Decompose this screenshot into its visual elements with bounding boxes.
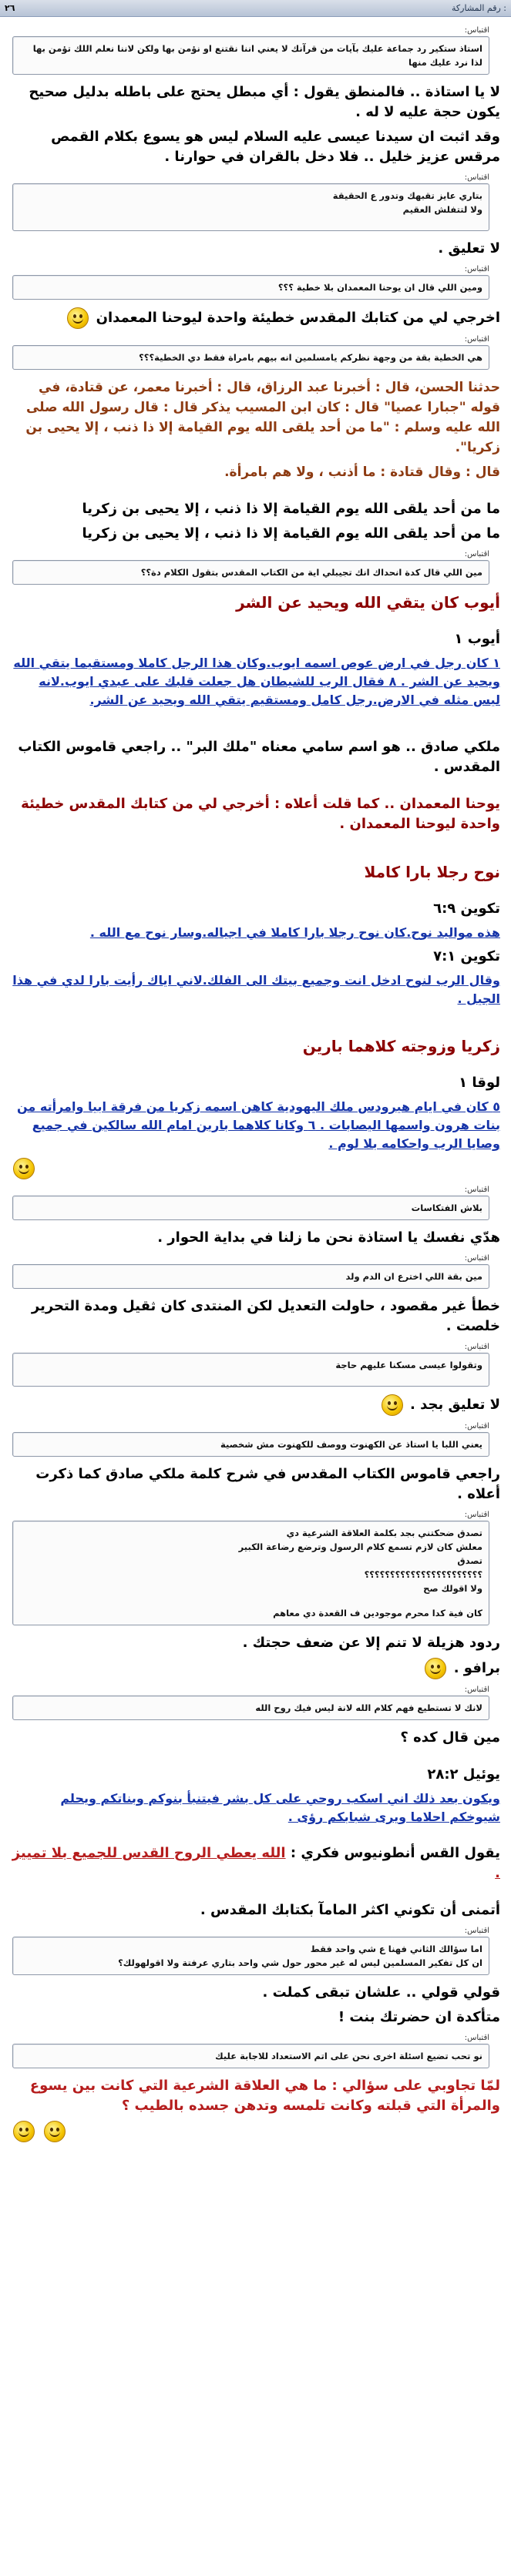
quote-block <box>12 550 489 585</box>
verse-text: ١ كان رجل في ارض عوص اسمه ايوب.وكان هذا الرجل كاملا ومستقيما يتقي الله ويحيد عن الشر . ٨ فقال الرب للشيطان هل جعلت قلبك على عبدي ايوب.لانه ليس مثله في الارض.رجل كامل ومستقيم يتقي الله ويحيد عن الشر. <box>13 656 500 707</box>
clapping-smiley-icon <box>425 1658 446 1679</box>
quote-label: اقتباس: <box>464 173 489 182</box>
section-heading: نوح رجلا بارا كاملا <box>364 863 500 881</box>
quote-line: ولا لتتفلش العقيم <box>402 204 482 215</box>
reply-text: أتمنى أن تكوني اكثر المامآ بكتابك المقدس . <box>200 1902 500 1918</box>
hadith-line: ما من أحد يلقى الله يوم القيامة إلا ذا ذنب ، إلا يحيى بن زكريا <box>82 525 500 542</box>
quote-line: ؟؟؟؟؟؟؟؟؟؟؟؟؟؟؟؟؟؟؟؟؟؟؟ <box>364 1569 482 1580</box>
reply-text: مين قال كده ؟ <box>400 1729 500 1746</box>
reply-text <box>11 307 500 329</box>
quote-block <box>12 2034 489 2068</box>
laughing-smiley-icon <box>382 1394 403 1416</box>
quote-block <box>12 1685 489 1720</box>
reply-text: خطأ غير مقصود ، حاولت التعديل لكن المنتدى كان ثقيل ومدة التحرير خلصت . <box>31 1298 500 1334</box>
reply-text: هدّي نفسك يا استاذة نحن ما زلنا في بداية الحوار . <box>157 1229 500 1246</box>
quote-line: معلش كان لازم تسمع كلام الرسول وترضع رضاعة الكبير <box>238 1541 482 1552</box>
quote-text: ومين اللي قال ان يوحنا المعمدان بلا خطية ؟؟؟ <box>12 275 489 300</box>
smiley-icon <box>67 307 89 329</box>
post-body <box>0 26 511 2142</box>
quote-text: بلاش الفتكاسات <box>12 1196 489 1220</box>
quote-label: اقتباس: <box>464 550 489 558</box>
quote-block <box>12 26 489 75</box>
reply-sentence: برافو . <box>453 1660 500 1676</box>
quote-box <box>12 183 489 231</box>
quote-block <box>12 173 489 231</box>
quote-text: هي الخطية بقة من وجهة نظركم يامسلمين انه بيهم بامراة فقط دي الخطية؟؟؟ <box>12 345 489 370</box>
quote-text: مين بقة اللي اخترع ان الدم ولد <box>12 1264 489 1289</box>
quote-line: ولا اقولك صح <box>423 1583 482 1594</box>
reply-sentence: لا تعليق بجد . <box>409 1397 500 1413</box>
post-number[interactable]: ٢٦ <box>5 3 15 13</box>
verse-reference: يوئيل ٢٨:٢ <box>427 1766 500 1783</box>
reply-sentence: اخرجي لي من كتابك المقدس خطيئة واحدة ليوحنا المعمدان <box>96 310 500 326</box>
reply-text <box>11 1843 500 1883</box>
quote-label: اقتباس: <box>464 1343 489 1351</box>
verse-reference: تكوين ٦:٩ <box>433 901 500 917</box>
reply-text <box>11 1394 500 1416</box>
smiley-row <box>11 2121 500 2142</box>
post-header <box>0 0 511 17</box>
quote-block <box>12 265 489 300</box>
smiley-icon <box>13 1158 35 1179</box>
quote-label: اقتباس: <box>464 1685 489 1694</box>
verse-text: وقال الرب لنوح ادخل انت وجميع بيتك الى الفلك.لاني اياك رأيت بارا لدي في هذا الجيل . <box>12 973 500 1006</box>
smiley-row <box>11 1158 500 1179</box>
quote-label: اقتباس: <box>464 1422 489 1431</box>
quote-line: بتاري عايز تقبهك وتدور ع الحقيقة <box>332 190 482 201</box>
quote-line: ان كل تفكير المسلمين ليس له غير محور حول شي واحد بتاري عرفتة ولا اقولهولك؟ <box>118 1957 482 1968</box>
quote-label: اقتباس: <box>464 265 489 273</box>
quote-source: يقول القس أنطونيوس فكري : <box>285 1845 500 1861</box>
quote-line: تصدق ضحكتني بجد بكلمة العلاقة الشرعية دي <box>286 1528 482 1538</box>
quote-box <box>12 1937 489 1975</box>
quote-label: اقتباس: <box>464 1186 489 1194</box>
quote-label: اقتباس: <box>464 1511 489 1519</box>
smiley-icon <box>13 2121 35 2142</box>
quote-text: نو تحب تضيع اسئلة اخرى نحن على اتم الاستعداد للاجابة عليك <box>12 2044 489 2068</box>
smiley-icon <box>44 2121 66 2142</box>
reply-text: راجعي قاموس الكتاب المقدس في شرح كلمة ملكي صادق كما ذكرت أعلاه . <box>35 1466 500 1502</box>
quote-block <box>12 1343 489 1387</box>
quote-block <box>12 1186 489 1220</box>
quote-box <box>12 1521 489 1625</box>
verse-text: ويكون بعد ذلك اني اسكب روحي على كل بشر فيتنبأ بنوكم وبناتكم ويحلم شيوخكم احلاما ويرى شبابكم رؤى . <box>60 1791 500 1824</box>
section-heading: زكريا وزوجته كلاهما بارين <box>302 1037 500 1055</box>
reply-text: وقد اثبت ان سيدنا عيسى عليه السلام ليس هو يسوع بكلام القمص مرقس عزيز خليل .. فلا دخل بالقران في حوارنا . <box>51 129 500 165</box>
quote-block <box>12 1254 489 1289</box>
quote-block <box>12 1511 489 1625</box>
section-heading: أيوب كان يتقي الله ويحيد عن الشر <box>236 593 500 612</box>
verse-text: هذه مواليد نوح.كان نوح رجلا بارا كاملا في اجياله.وسار نوح مع الله . <box>89 925 500 940</box>
quote-label: اقتباس: <box>464 1927 489 1935</box>
quote-block <box>12 335 489 370</box>
emphasis-text: الله يعطي الروح القدس للجميع بلا تمييز . <box>12 1845 500 1881</box>
quote-label: اقتباس: <box>464 335 489 344</box>
quote-label: اقتباس: <box>464 26 489 35</box>
reply-text: لا تعليق . <box>438 240 500 257</box>
hadith-text: قال : وقال قتادة : ما أذنب ، ولا هم بامرأة. <box>224 465 500 480</box>
verse-reference: أيوب ١ <box>454 631 500 647</box>
quote-line: تصدق <box>457 1555 482 1566</box>
quote-label: اقتباس: <box>464 1254 489 1263</box>
hadith-text: حدثنا الحسن، قال : أخبرنا عبد الرزاق، قال : أخبرنا معمر، عن قتادة، في قوله "جبارا عصيا" قال : كان ابن المسيب يذكر قال : قال رسول الله صلى الله عليه وسلم : "ما من أحد يلقى الله يوم القيامة إلا ذا ذنب ، إلا يحيى بن زكريا". <box>25 380 500 455</box>
quote-text: وتقولوا عيسى مسكنا عليهم حاجة <box>12 1353 489 1387</box>
reply-text: قولي قولي .. علشان تبقى كملت . <box>262 1984 500 2001</box>
post-number-label: رقم المشاركة : <box>452 3 506 13</box>
quote-text: مين اللي قال كدة انحداك انك تجيبلي اية من الكتاب المقدس بتقول الكلام دة؟؟ <box>12 560 489 585</box>
quote-block <box>12 1927 489 1975</box>
verse-reference: تكوين ٧:١ <box>433 948 500 964</box>
quote-line: اما سؤالك الثاني فهنا ع شي واحد فقط <box>310 1944 482 1954</box>
reply-text: يوحنا المعمدان .. كما قلت أعلاه : أخرجي لي من كتابك المقدس خطيئة واحدة ليوحنا المعمدان . <box>21 796 500 832</box>
verse-reference: لوقا ١ <box>459 1075 500 1091</box>
hadith-line: ما من أحد يلقى الله يوم القيامة إلا ذا ذنب ، إلا يحيى بن زكريا <box>82 501 500 517</box>
quote-block <box>12 1422 489 1457</box>
quote-text: يعني اللبا يا استاذ عن الكهنوت ووصف للكهنوت مش شخصية <box>12 1432 489 1457</box>
quote-label: اقتباس: <box>464 2034 489 2042</box>
reply-text: ردود هزيلة لا تنم إلا عن ضعف حجتك . <box>242 1635 500 1651</box>
reply-text: ملكي صادق .. هو اسم سامي معناه "ملك البر" .. راجعي قاموس الكتاب المقدس . <box>18 739 500 775</box>
reply-text <box>11 1658 500 1679</box>
reply-text: لا يا استاذة .. فالمنطق يقول : أي مبطل يحتج على باطله بدليل صحيح يكون حجة عليه لا له . <box>29 84 500 120</box>
quote-line: كان فية كدا محرم موجودين ف القعدة دي معاهم <box>273 1608 482 1618</box>
quote-text: استاذ ستكير رد جماعة عليك بآيات من قرآنك لا يعني اننا نقتنع او نؤمن بها ولكن لاننا نعلم اللك تؤمن بها لذا نرد عليك منها <box>12 36 489 75</box>
verse-text: ٥ كان في ايام هيرودس ملك اليهودية كاهن اسمه زكريا من فرقة ابيا وامرأته من بنات هرون واسمها اليصابات . ٦ وكانا كلاهما بارين امام الله سالكين في جميع وصايا الرب واحكامه بلا لوم . <box>17 1099 500 1151</box>
closing-question: لمّا تجاوبي على سؤالي : ما هي العلاقة الشرعية التي كانت بين يسوع والمرأة التي قبلته وكانت تلمسه وتدهن جسده بالطيب ؟ <box>29 2078 500 2114</box>
quote-text: لانك لا تستطيع فهم كلام الله لانة ليس فيك روح الله <box>12 1696 489 1720</box>
reply-text: متأكدة ان حضرتك بنت ! <box>338 2009 500 2025</box>
